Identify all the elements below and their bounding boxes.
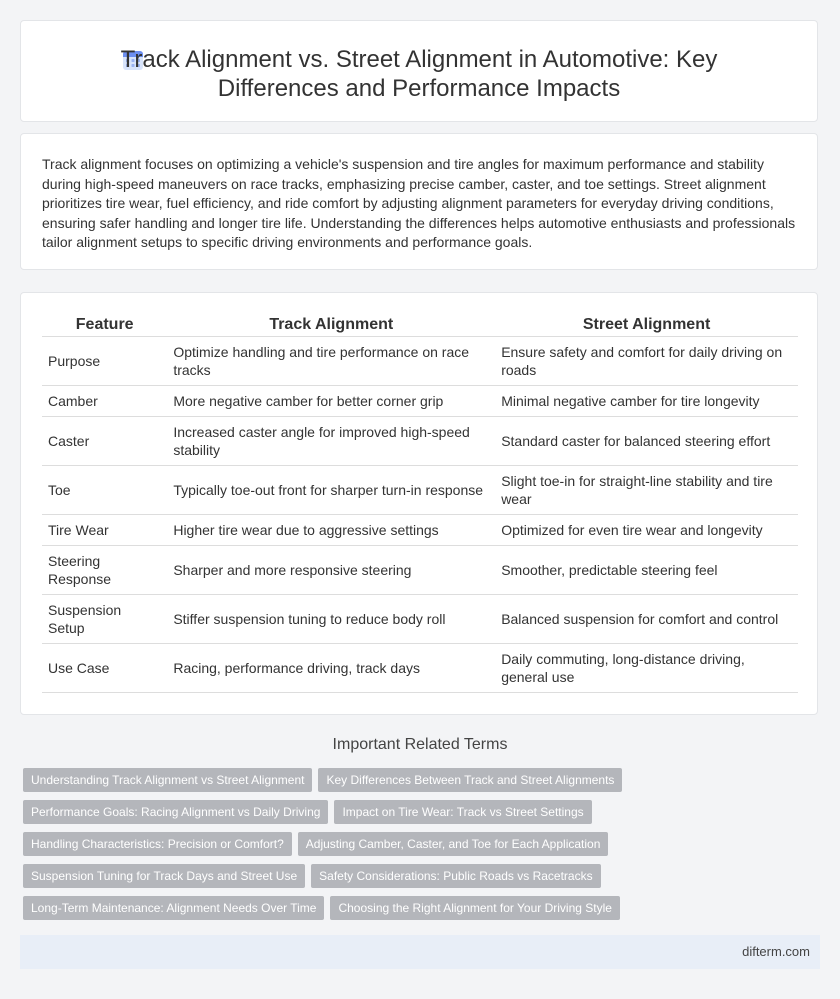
table-row bbox=[42, 595, 798, 644]
table-cell: Racing, performance driving, track days bbox=[167, 644, 495, 693]
table-row bbox=[42, 417, 798, 466]
comparison-card bbox=[20, 292, 818, 715]
column-header: Track Alignment bbox=[167, 314, 495, 337]
table-cell: Suspension Setup bbox=[42, 595, 167, 644]
related-term-tag[interactable]: Choosing the Right Alignment for Your Driving Style bbox=[330, 896, 620, 920]
footer bbox=[20, 935, 820, 969]
table-cell: Typically toe-out front for sharper turn-in response bbox=[167, 466, 495, 515]
table-cell: Toe bbox=[42, 466, 167, 515]
related-term-tag[interactable]: Long-Term Maintenance: Alignment Needs Over Time bbox=[23, 896, 324, 920]
table-cell: Increased caster angle for improved high-speed stability bbox=[167, 417, 495, 466]
title-card bbox=[20, 20, 818, 122]
table-cell: Sharper and more responsive steering bbox=[167, 546, 495, 595]
table-cell: Higher tire wear due to aggressive settings bbox=[167, 515, 495, 546]
table-row bbox=[42, 546, 798, 595]
related-term-tag[interactable]: Suspension Tuning for Track Days and Street Use bbox=[23, 864, 305, 888]
related-terms-title: Important Related Terms bbox=[332, 736, 508, 753]
table-cell: Stiffer suspension tuning to reduce body roll bbox=[167, 595, 495, 644]
page-title: Track Alignment vs. Street Alignment in Automotive: Key Differences and Performance Impacts bbox=[120, 46, 718, 102]
related-term-tag[interactable]: Key Differences Between Track and Street Alignments bbox=[318, 768, 622, 792]
table-cell: Use Case bbox=[42, 644, 167, 693]
table-row bbox=[42, 644, 798, 693]
table-row bbox=[42, 386, 798, 417]
table-row bbox=[42, 515, 798, 546]
related-term-tag[interactable]: Safety Considerations: Public Roads vs Racetracks bbox=[311, 864, 600, 888]
table-cell: Smoother, predictable steering feel bbox=[495, 546, 798, 595]
related-term-tag[interactable]: Adjusting Camber, Caster, and Toe for Each Application bbox=[298, 832, 609, 856]
table-row bbox=[42, 466, 798, 515]
table-cell: Slight toe-in for straight-line stability and tire wear bbox=[495, 466, 798, 515]
footer-site-link[interactable]: difterm.com bbox=[742, 944, 810, 959]
table-cell: More negative camber for better corner grip bbox=[167, 386, 495, 417]
related-terms-list bbox=[23, 768, 823, 928]
table-cell: Minimal negative camber for tire longevity bbox=[495, 386, 798, 417]
related-term-tag[interactable]: Impact on Tire Wear: Track vs Street Settings bbox=[334, 800, 591, 824]
table-cell: Purpose bbox=[42, 337, 167, 386]
table-cell: Camber bbox=[42, 386, 167, 417]
table-cell: Tire Wear bbox=[42, 515, 167, 546]
column-header: Feature bbox=[42, 314, 167, 337]
related-term-tag[interactable]: Performance Goals: Racing Alignment vs Daily Driving bbox=[23, 800, 328, 824]
comparison-table bbox=[42, 314, 798, 693]
table-cell: Daily commuting, long-distance driving, general use bbox=[495, 644, 798, 693]
table-cell: Optimize handling and tire performance on race tracks bbox=[167, 337, 495, 386]
table-row bbox=[42, 337, 798, 386]
table-cell: Balanced suspension for comfort and control bbox=[495, 595, 798, 644]
table-cell: Optimized for even tire wear and longevity bbox=[495, 515, 798, 546]
table-header-row bbox=[42, 314, 798, 337]
table-cell: Steering Response bbox=[42, 546, 167, 595]
summary-card bbox=[20, 133, 818, 270]
table-cell: Ensure safety and comfort for daily driving on roads bbox=[495, 337, 798, 386]
related-term-tag[interactable]: Handling Characteristics: Precision or Comfort? bbox=[23, 832, 292, 856]
summary-paragraph: Track alignment focuses on optimizing a vehicle's suspension and tire angles for maximum performance and stability during high-speed maneuvers on race tracks, emphasizing precise camber, caster, and toe settings. Street alignment prioritizes tire wear, fuel efficiency, and ride comfort by adjusting alignment parameters for everyday driving conditions, ensuring safer handling and longer tire life. Understanding the differences helps automotive enthusiasts and professionals tailor alignment setups to specific driving environments and performance goals. bbox=[42, 156, 796, 250]
table-cell: Caster bbox=[42, 417, 167, 466]
related-term-tag[interactable]: Understanding Track Alignment vs Street Alignment bbox=[23, 768, 312, 792]
table-cell: Standard caster for balanced steering effort bbox=[495, 417, 798, 466]
column-header: Street Alignment bbox=[495, 314, 798, 337]
